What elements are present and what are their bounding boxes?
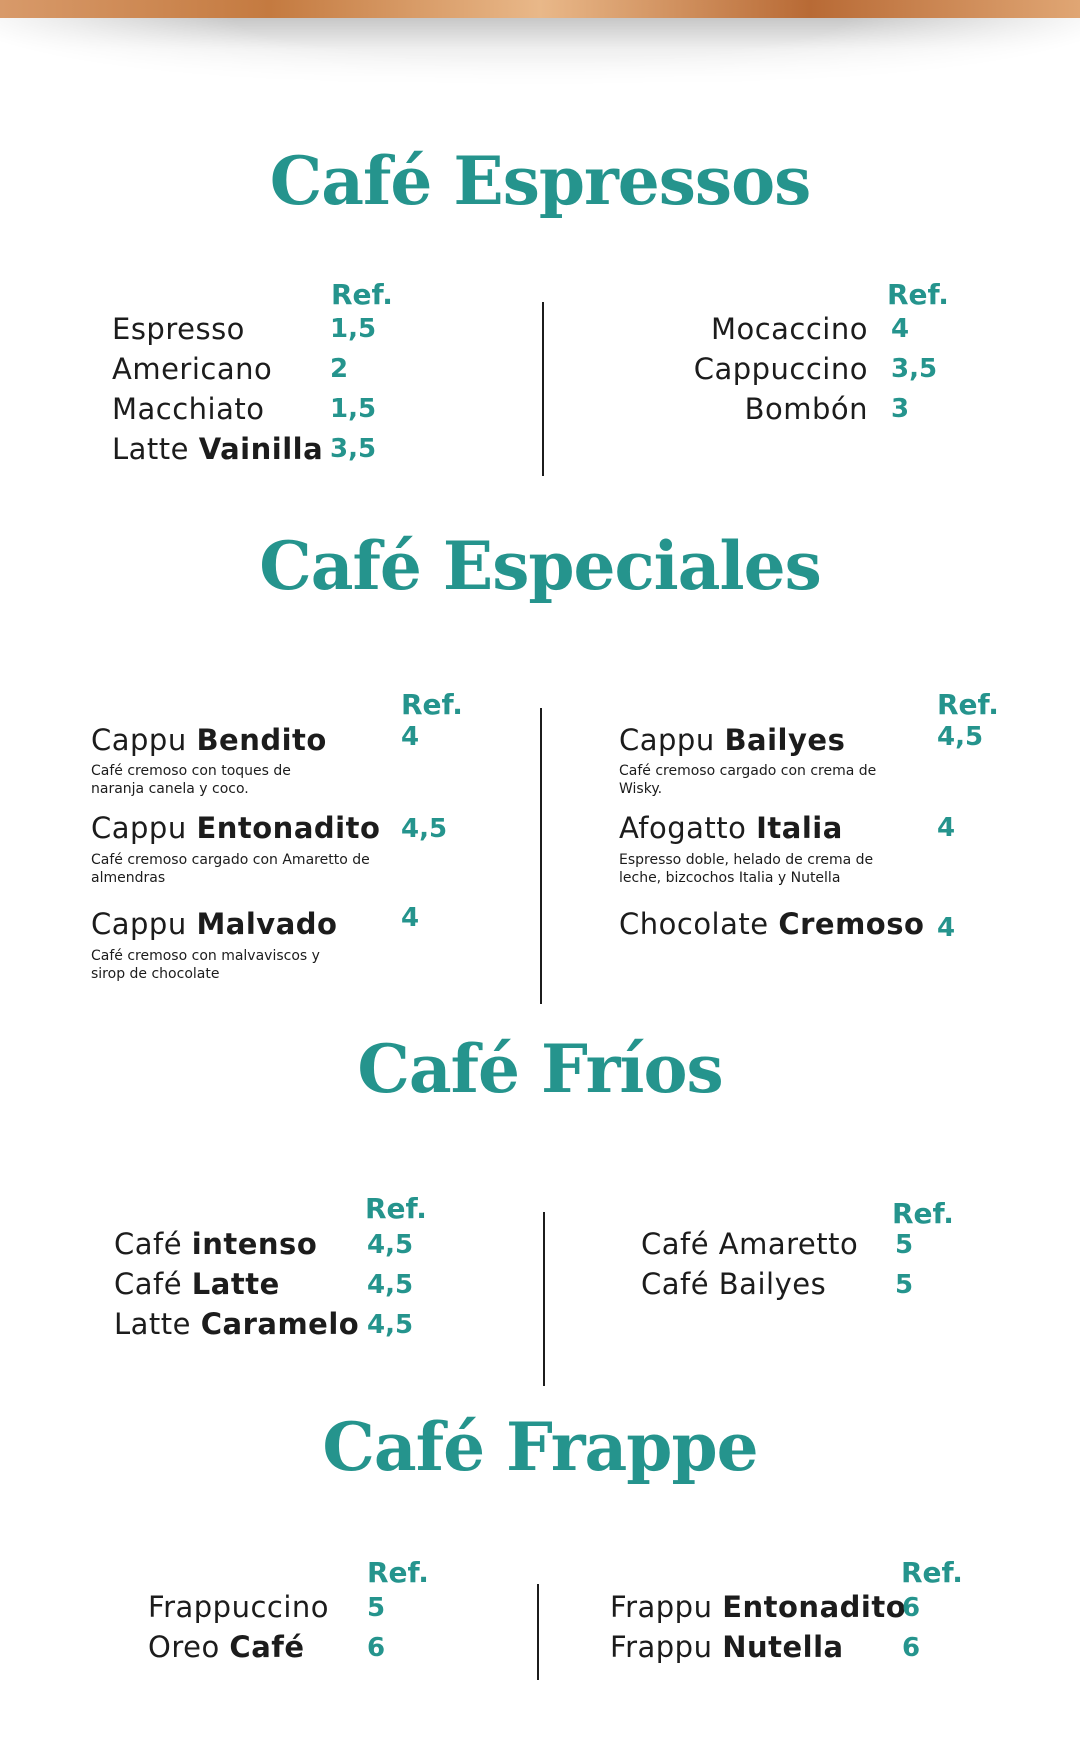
item-price: 1,5 <box>330 394 377 424</box>
item-name-regular: Cappu <box>91 723 197 757</box>
item-name <box>91 907 337 941</box>
item-price: 4,5 <box>367 1230 414 1260</box>
section-title: Café Frappe <box>322 1408 758 1486</box>
item-name-regular: Cappu <box>91 811 197 845</box>
item-name-regular: Café Bailyes <box>641 1267 827 1301</box>
item-price: 4 <box>937 913 956 943</box>
item-name-bold: Nutella <box>722 1630 844 1664</box>
item-name-regular: Americano <box>112 352 273 386</box>
item-name-regular: Café Amaretto <box>641 1227 859 1261</box>
item-price: 4 <box>401 722 420 752</box>
item-name-bold: intenso <box>191 1227 318 1261</box>
item-price: 4 <box>891 314 910 344</box>
item-name-bold: Italia <box>756 811 843 845</box>
top-decorative-bar <box>0 0 1080 18</box>
item-price: 5 <box>367 1593 386 1623</box>
ref-header-left: Ref. <box>401 688 463 721</box>
ref-header-left: Ref. <box>365 1192 427 1225</box>
item-name <box>112 312 245 346</box>
item-name-regular: Chocolate <box>619 907 779 941</box>
item-name-regular: Mocaccino <box>710 312 868 346</box>
ref-header-right: Ref. <box>892 1197 954 1230</box>
item-name-regular: Oreo <box>148 1630 230 1664</box>
item-name-regular: Frappu <box>610 1630 723 1664</box>
item-name-regular: Cappu <box>619 723 725 757</box>
item-name <box>610 1590 906 1624</box>
item-name-regular: Café <box>114 1227 192 1261</box>
item-name-bold: Entonadito <box>722 1590 907 1624</box>
item-name <box>91 723 327 757</box>
item-price: 6 <box>902 1593 921 1623</box>
item-description: Café cremoso cargado con Amaretto de almendras <box>91 852 370 886</box>
item-name-regular: Latte <box>112 432 199 466</box>
item-name-regular: Cappuccino <box>693 352 868 386</box>
item-name-bold: Malvado <box>196 907 338 941</box>
item-name <box>619 723 845 757</box>
item-price: 3,5 <box>330 434 377 464</box>
item-name <box>148 1590 329 1624</box>
column-divider <box>540 708 542 1004</box>
item-name-bold: Caramelo <box>200 1307 360 1341</box>
item-name <box>745 392 868 426</box>
item-price: 6 <box>902 1633 921 1663</box>
item-name-bold: Bendito <box>196 723 327 757</box>
item-name-bold: Cremoso <box>778 907 925 941</box>
item-price: 6 <box>367 1633 386 1663</box>
item-name-bold: Entonadito <box>196 811 381 845</box>
item-name <box>114 1227 317 1261</box>
column-divider <box>537 1584 539 1680</box>
item-price: 4,5 <box>401 814 448 844</box>
item-name <box>114 1267 280 1301</box>
item-price: 2 <box>330 354 349 384</box>
item-name-bold: Café <box>229 1630 305 1664</box>
column-divider <box>543 1212 545 1386</box>
item-price: 5 <box>895 1270 914 1300</box>
item-name <box>112 392 265 426</box>
item-price: 4 <box>937 813 956 843</box>
item-description: Espresso doble, helado de crema de leche, bizcochos Italia y Nutella <box>619 852 874 886</box>
section-title: Café Espressos <box>269 142 811 220</box>
item-name-regular: Café <box>114 1267 192 1301</box>
item-price: 4,5 <box>937 722 984 752</box>
item-name <box>112 352 272 386</box>
item-name-regular: Frappuccino <box>148 1590 330 1624</box>
ref-header-right: Ref. <box>887 278 949 311</box>
item-description: Café cremoso con malvaviscos y sirop de chocolate <box>91 948 320 982</box>
ref-header-right: Ref. <box>901 1556 963 1589</box>
item-name-regular: Espresso <box>112 312 245 346</box>
item-price: 3,5 <box>891 354 938 384</box>
column-divider <box>542 302 544 476</box>
item-name <box>619 811 843 845</box>
item-name-regular: Bombón <box>744 392 868 426</box>
section-title: Café Especiales <box>259 527 821 605</box>
item-name-bold: Bailyes <box>724 723 846 757</box>
item-name <box>641 1267 826 1301</box>
item-name-regular: Cappu <box>91 907 197 941</box>
item-name-bold: Latte <box>191 1267 280 1301</box>
item-description: Café cremoso con toques de naranja canela y coco. <box>91 763 291 797</box>
item-name-bold: Vainilla <box>198 432 324 466</box>
item-name-regular: Afogatto <box>619 811 757 845</box>
ref-header-left: Ref. <box>367 1556 429 1589</box>
item-name <box>610 1630 844 1664</box>
ref-header-left: Ref. <box>331 278 393 311</box>
item-price: 1,5 <box>330 314 377 344</box>
item-name <box>619 907 924 941</box>
item-description: Café cremoso cargado con crema de Wisky. <box>619 763 877 797</box>
item-name <box>91 811 380 845</box>
item-price: 4 <box>401 903 420 933</box>
item-name <box>148 1630 305 1664</box>
item-name-regular: Frappu <box>610 1590 723 1624</box>
item-name <box>694 352 868 386</box>
top-shadow <box>0 18 1080 88</box>
item-price: 3 <box>891 394 910 424</box>
item-name <box>112 432 323 466</box>
item-price: 4,5 <box>367 1270 414 1300</box>
item-name <box>114 1307 359 1341</box>
item-name-regular: Latte <box>114 1307 201 1341</box>
ref-header-right: Ref. <box>937 688 999 721</box>
item-name <box>711 312 868 346</box>
item-price: 4,5 <box>367 1310 414 1340</box>
section-title: Café Fríos <box>357 1030 723 1108</box>
item-name-regular: Macchiato <box>112 392 265 426</box>
item-name <box>641 1227 858 1261</box>
item-price: 5 <box>895 1230 914 1260</box>
